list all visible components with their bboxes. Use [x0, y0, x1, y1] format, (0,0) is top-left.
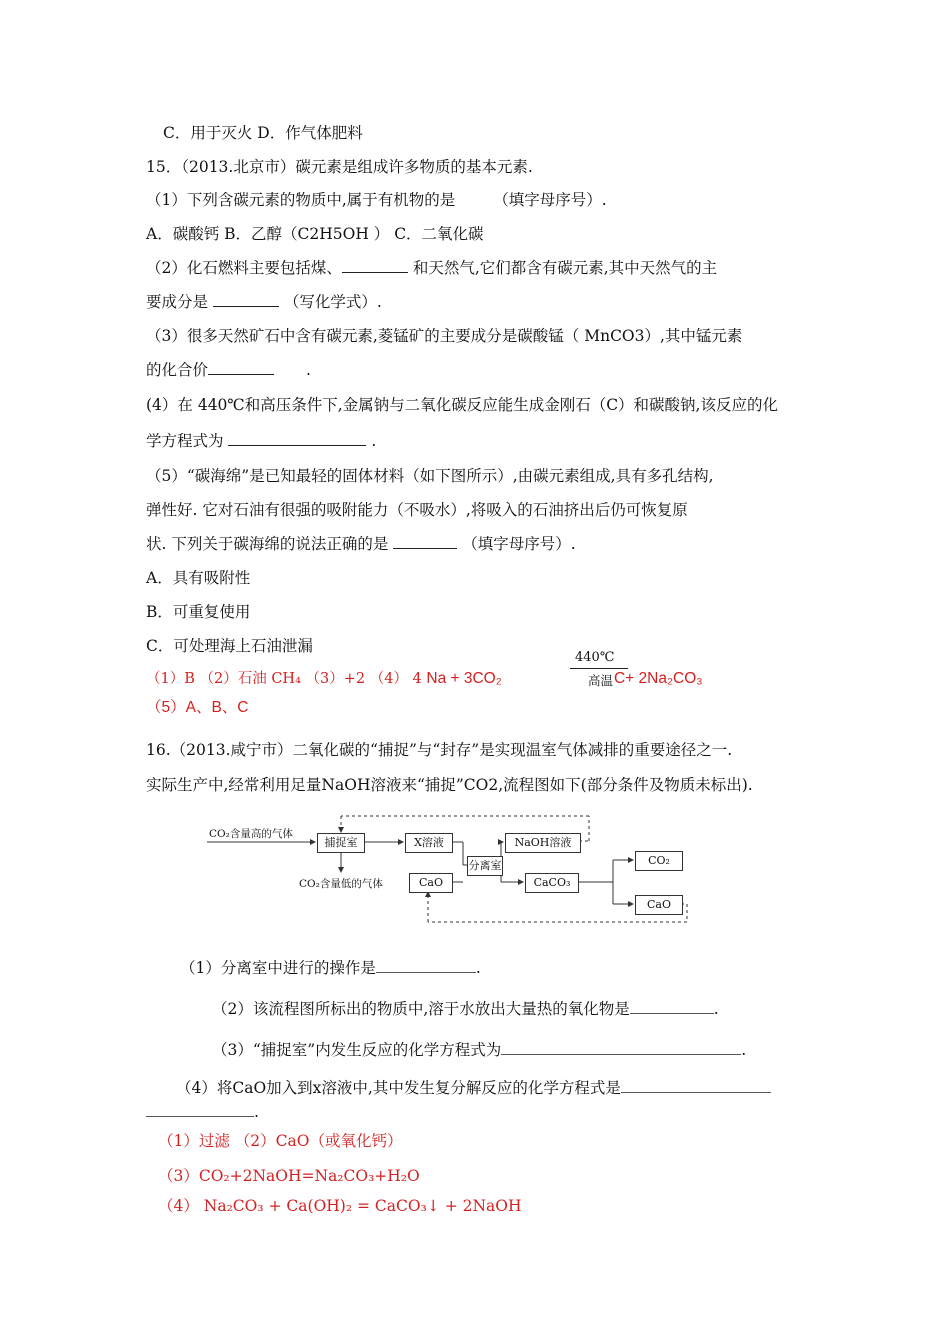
answer-blank[interactable] — [146, 1102, 254, 1117]
q16-sub2-text: （2）该流程图所标出的物质中,溶于水放出大量热的氧化物是 — [212, 1000, 630, 1018]
q15-part5-d: （填字母序号）. — [462, 535, 576, 553]
q15-part3-b: 的化合价 — [146, 361, 209, 379]
answer-blank[interactable] — [630, 999, 714, 1014]
process-flowchart — [205, 812, 695, 924]
q15-part3-cont — [146, 360, 311, 380]
q15-part1-end: （填字母序号）. — [493, 191, 607, 209]
q16-sub4-cont — [146, 1102, 259, 1122]
q15-part3: （3）很多天然矿石中含有碳元素,菱锰矿的主要成分是碳酸锰（ MnCO3）,其中锰元素 — [146, 327, 743, 345]
q15-option-a: A．具有吸附性 — [146, 569, 251, 587]
flow-input-label: CO₂含量高的气体 — [209, 828, 293, 840]
q15-part5-b: 弹性好. 它对石油有很强的吸附能力（不吸水）,将吸入的石油挤出后仍可恢复原 — [146, 501, 688, 519]
q15-part4-cont — [146, 431, 376, 451]
q15-part2-b: 和天然气,它们都含有碳元素,其中天然气的主 — [412, 259, 718, 277]
q16-sub4-text: （4）将CaO加入到x溶液中,其中发生复分解反应的化学方程式是 — [176, 1079, 621, 1097]
q15-answer-line1 — [146, 669, 502, 689]
flow-capture-box: 捕捉室 — [317, 833, 365, 853]
q15-part2-cont — [146, 292, 382, 312]
answer-blank[interactable] — [376, 958, 476, 973]
q16-intro: 实际生产中,经常利用足量NaOH溶液来“捕捉”CO2,流程图如下(部分条件及物质未标出). — [146, 776, 753, 794]
flow-cao-left-box: CaO — [409, 873, 453, 893]
q16-sub3-text: （3）“捕捉室”内发生反应的化学方程式为 — [212, 1041, 502, 1059]
reaction-condition-top: 440℃ — [575, 650, 615, 665]
flow-co2-box: CO₂ — [635, 851, 683, 871]
q15-part5-cont — [146, 534, 576, 554]
q15-part5-c: 状. 下列关于碳海绵的说法正确的是 — [146, 535, 389, 553]
q15-part2-c: 要成分是 — [146, 293, 209, 311]
q15-part2-d: （写化学式）. — [283, 293, 382, 311]
answer-blank[interactable] — [621, 1078, 771, 1093]
answer-blank[interactable] — [501, 1040, 741, 1055]
q15-answer-text: （1）B （2）石油 CH₄ （3）+2 （4） 4 — [146, 671, 422, 687]
q15-option-b: B．可重复使用 — [146, 603, 251, 621]
q15-title: 15．（2013.北京市）碳元素是组成许多物质的基本元素. — [146, 158, 533, 176]
q16-sub3-end: . — [741, 1041, 747, 1059]
q15-part2 — [146, 258, 717, 278]
q16-answer-3: （3）CO₂+2NaOH=Na₂CO₃+H₂O — [158, 1167, 420, 1185]
q16-sub1-end: . — [475, 959, 481, 977]
answer-blank[interactable] — [342, 258, 408, 273]
q16-sub4-end: . — [254, 1103, 259, 1121]
reaction-condition-bottom: 高温 — [588, 673, 614, 688]
flow-output-label: CO₂含量低的气体 — [299, 878, 383, 890]
q16-answer-4: （4） Na₂CO₃ + Ca(OH)₂ = CaCO₃↓ + 2NaOH — [158, 1197, 522, 1215]
q16-sub1-text: （1）分离室中进行的操作是 — [180, 959, 376, 977]
q15-answer-eq-right: C+ 2Na₂CO₃ — [614, 670, 703, 687]
q15-answer-eq-left: Na + 3CO₂ — [426, 670, 502, 687]
q15-part4: (4）在 440℃和高压条件下,金属钠与二氧化碳反应能生成金刚石（C）和碳酸钠,该反应的化 — [146, 396, 778, 414]
answer-blank[interactable] — [228, 431, 366, 446]
q15-answer-line2: （5）A、B、C — [146, 699, 249, 716]
flow-cao-right-box: CaO — [635, 895, 683, 915]
answer-blank[interactable] — [208, 360, 274, 375]
q14-options: C．用于灭火 D．作气体肥料 — [163, 124, 363, 142]
q15-part5: （5）“碳海绵”是已知最轻的固体材料（如下图所示）,由碳元素组成,具有多孔结构, — [146, 467, 714, 485]
answer-blank[interactable] — [213, 292, 279, 307]
q16-sub1 — [180, 958, 481, 978]
q16-sub3 — [212, 1040, 746, 1060]
q16-sub2 — [212, 999, 719, 1019]
q15-part2-a: （2）化石燃料主要包括煤、 — [146, 259, 342, 277]
q15-option-c: C．可处理海上石油泄漏 — [146, 637, 313, 655]
flow-x-solution-box: X溶液 — [405, 833, 453, 853]
flow-caco3-box: CaCO₃ — [525, 873, 579, 893]
q15-part1-options: A．碳酸钙 B．乙醇（C2H5OH ） C．二氧化碳 — [146, 225, 484, 243]
q15-part4-b: 学方程式为 — [146, 432, 224, 450]
q16-answer-1: （1）过滤 （2）CaO（或氧化钙） — [158, 1132, 403, 1150]
answer-blank[interactable] — [393, 534, 457, 549]
q16-sub2-end: . — [713, 1000, 719, 1018]
q16-sub4 — [176, 1078, 771, 1098]
q16-title: 16.（2013.咸宁市）二氧化碳的“捕捉”与“封存”是实现温室气体减排的重要途径之一. — [146, 741, 733, 759]
q15-part1-text: （1）下列含碳元素的物质中,属于有机物的是 — [146, 191, 456, 209]
q15-part3-c: . — [306, 361, 311, 379]
flow-separator-box: 分离室 — [467, 856, 503, 876]
q15-part1 — [146, 190, 607, 210]
flow-naoh-box: NaOH溶液 — [505, 833, 581, 853]
q15-part4-c: . — [371, 432, 377, 450]
